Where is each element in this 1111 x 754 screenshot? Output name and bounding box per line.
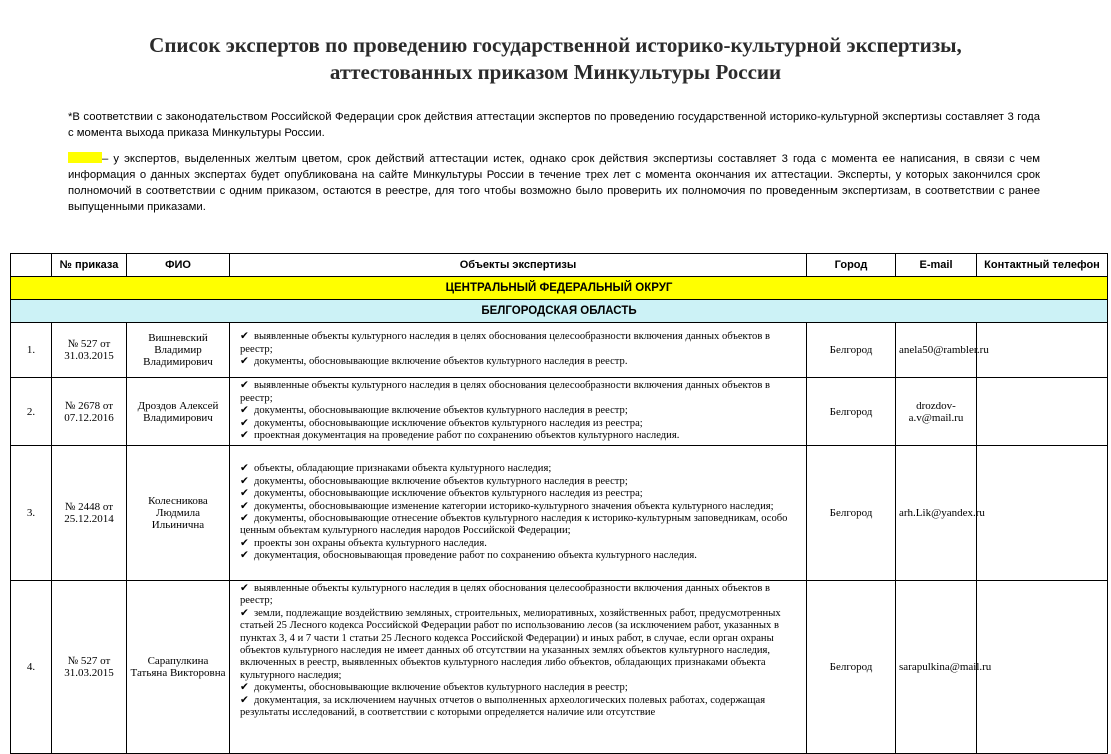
object-item: ✔ документы, обосновывающие исключение объектов культурного наследия из реестра;: [240, 488, 643, 500]
checkmark-icon: ✔: [240, 430, 249, 442]
object-item: ✔ документы, обосновывающие включение объектов культурного наследия в реестр;: [240, 405, 628, 417]
region-band: БЕЛГОРОДСКАЯ ОБЛАСТЬ: [11, 300, 1108, 323]
row-phone: [977, 581, 1108, 754]
header-name: ФИО: [127, 254, 230, 277]
object-item: ✔ документы, обосновывающие включение объектов культурного наследия в реестр;: [240, 682, 628, 694]
row-email[interactable]: sarapulkina@mail.ru: [896, 581, 977, 754]
header-email: E-mail: [896, 254, 977, 277]
validity-note: *В соответствии с законодательством Российской Федерации срок действия аттестации экспертов по проведению государственной историко-культурной экспертизы составляет 3 года с момента выхода приказа Минкультуры России.: [68, 111, 1040, 139]
header-objects: Объекты экспертизы: [230, 254, 807, 277]
table-row: [11, 581, 1108, 754]
checkmark-icon: ✔: [240, 488, 249, 500]
checkmark-icon: ✔: [240, 550, 249, 562]
object-item: ✔ документы, обосновывающие включение объектов культурного наследия в реестр;: [240, 475, 628, 487]
header-phone: Контактный телефон: [977, 254, 1108, 277]
checkmark-icon: ✔: [240, 356, 249, 368]
row-name: Вишневский Владимир Владимирович: [127, 323, 230, 378]
object-item: ✔ земли, подлежащие воздействию земляных, строительных, мелиоративных, хозяйственных работ, предусмотренных статьей 25 Лесного кодекса Российской Федерации работ по использованию лесов (за исключением работ, указанных в пунктах 3, 4 и 7 части 1 статьи 25 Лесного кодекса Российской Федерации) и иных работ, в случае, если орган охраны объектов культурного наследия не имеет данных об отсутствии на указанных землях объектов культурного наследия, включенных в реестр, выявленных объектов культурного наследия либо объектов, обладающих признаками объекта культурного наследия;: [240, 607, 781, 681]
object-item: ✔ документация, обосновывающая проведение работ по сохранению объекта культурного наследия.: [240, 550, 697, 562]
checkmark-icon: ✔: [240, 331, 249, 343]
table-header-row: [11, 254, 1108, 277]
object-item: ✔ документы, обосновывающие изменение категории историко-культурного значения объекта культурного наследия;: [240, 500, 774, 512]
checkmark-icon: ✔: [240, 417, 249, 429]
object-item: ✔ документы, обосновывающие отнесение объектов культурного наследия к историко-культурным заповедникам, особо ценным объектам культурного наследия народов Российской Федерации;: [240, 513, 788, 537]
checkmark-icon: ✔: [240, 500, 249, 512]
row-num: 2.: [11, 378, 52, 446]
row-phone: [977, 323, 1108, 378]
object-item: ✔ документы, обосновывающие исключение объектов культурного наследия из реестра;: [240, 417, 643, 429]
row-name: Сарапулкина Татьяна Викторовна: [127, 581, 230, 754]
checkmark-icon: ✔: [240, 694, 249, 706]
object-item: ✔ документация, за исключением научных отчетов о выполненных археологических полевых работах, содержащая результаты исследований, в соответствии с которыми определяется наличие или отсутствие: [240, 694, 766, 719]
experts-table: [10, 253, 1108, 754]
object-item: ✔ проекты зон охраны объекта культурного наследия.: [240, 537, 487, 549]
row-order: № 2448 от 25.12.2014: [52, 446, 127, 581]
object-item: ✔ проектная документация на проведение работ по сохранению объектов культурного наследия.: [240, 430, 680, 442]
expired-note-text: – у экспертов, выделенных желтым цветом, срок действий аттестации истек, однако срок действия экспертизы составляет 3 года с момента ее написания, в связи с чем информация о данных экспертах будет опубликована на сайте Минкультуры России в течение трех лет с момента окончания их аттестации. Эксперты, у которых закончился срок полномочий в соответствии с одним приказом, остаются в реестре, для того чтобы возможно было проверить их полномочия по проведенным экспертизам, в соответствии с ранее выпущенными приказами.: [68, 153, 1040, 213]
row-city: Белгород: [807, 323, 896, 378]
page-title: [0, 32, 1111, 86]
row-objects: [230, 323, 807, 378]
object-item: ✔ выявленные объекты культурного наследия в целях обоснования целесообразности включения данных объектов в реестр;: [240, 331, 770, 355]
row-num: 3.: [11, 446, 52, 581]
table-row: [11, 446, 1108, 581]
object-item: ✔ выявленные объекты культурного наследия в целях обоснования целесообразности включения данных объектов в реестр;: [240, 380, 770, 404]
checkmark-icon: ✔: [240, 463, 249, 475]
row-name: Колесникова Людмила Ильинична: [127, 446, 230, 581]
checkmark-icon: ✔: [240, 513, 249, 524]
row-objects: [230, 378, 807, 446]
row-phone: [977, 378, 1108, 446]
row-city: Белгород: [807, 446, 896, 581]
row-email[interactable]: anela50@rambler.ru: [896, 323, 977, 378]
header-order: № приказа: [52, 254, 127, 277]
yellow-legend-swatch: [68, 152, 102, 163]
title-line-1: Список экспертов по проведению государственной историко-культурной экспертизы,: [149, 33, 962, 57]
object-item: ✔ выявленные объекты культурного наследия в целях обоснования целесообразности включения данных объектов в реестр;: [240, 583, 770, 607]
checkmark-icon: ✔: [240, 583, 249, 594]
row-num: 1.: [11, 323, 52, 378]
row-order: № 527 от 31.03.2015: [52, 323, 127, 378]
checkmark-icon: ✔: [240, 537, 249, 549]
object-item: ✔ объекты, обладающие признаками объекта культурного наследия;: [240, 463, 552, 475]
district-band: ЦЕНТРАЛЬНЫЙ ФЕДЕРАЛЬНЫЙ ОКРУГ: [11, 277, 1108, 300]
checkmark-icon: ✔: [240, 380, 249, 392]
row-num: 4.: [11, 581, 52, 754]
checkmark-icon: ✔: [240, 607, 249, 619]
expired-note: [68, 151, 1040, 215]
row-order: № 2678 от 07.12.2016: [52, 378, 127, 446]
row-email[interactable]: arh.Lik@yandex.ru: [896, 446, 977, 581]
title-line-2: аттестованных приказом Минкультуры России: [329, 60, 782, 84]
header-city: Город: [807, 254, 896, 277]
row-city: Белгород: [807, 581, 896, 754]
checkmark-icon: ✔: [240, 475, 249, 487]
table-row: [11, 323, 1108, 378]
row-objects: [230, 446, 807, 581]
object-item: ✔ документы, обосновывающие включение объектов культурного наследия в реестр.: [240, 356, 628, 368]
row-objects: [230, 581, 807, 754]
row-phone: [977, 446, 1108, 581]
row-email[interactable]: drozdov-a.v@mail.ru: [896, 378, 977, 446]
row-city: Белгород: [807, 378, 896, 446]
row-name: Дроздов Алексей Владимирович: [127, 378, 230, 446]
checkmark-icon: ✔: [240, 405, 249, 417]
table-row: [11, 378, 1108, 446]
checkmark-icon: ✔: [240, 682, 249, 694]
row-order: № 527 от 31.03.2015: [52, 581, 127, 754]
header-num: [11, 254, 52, 277]
